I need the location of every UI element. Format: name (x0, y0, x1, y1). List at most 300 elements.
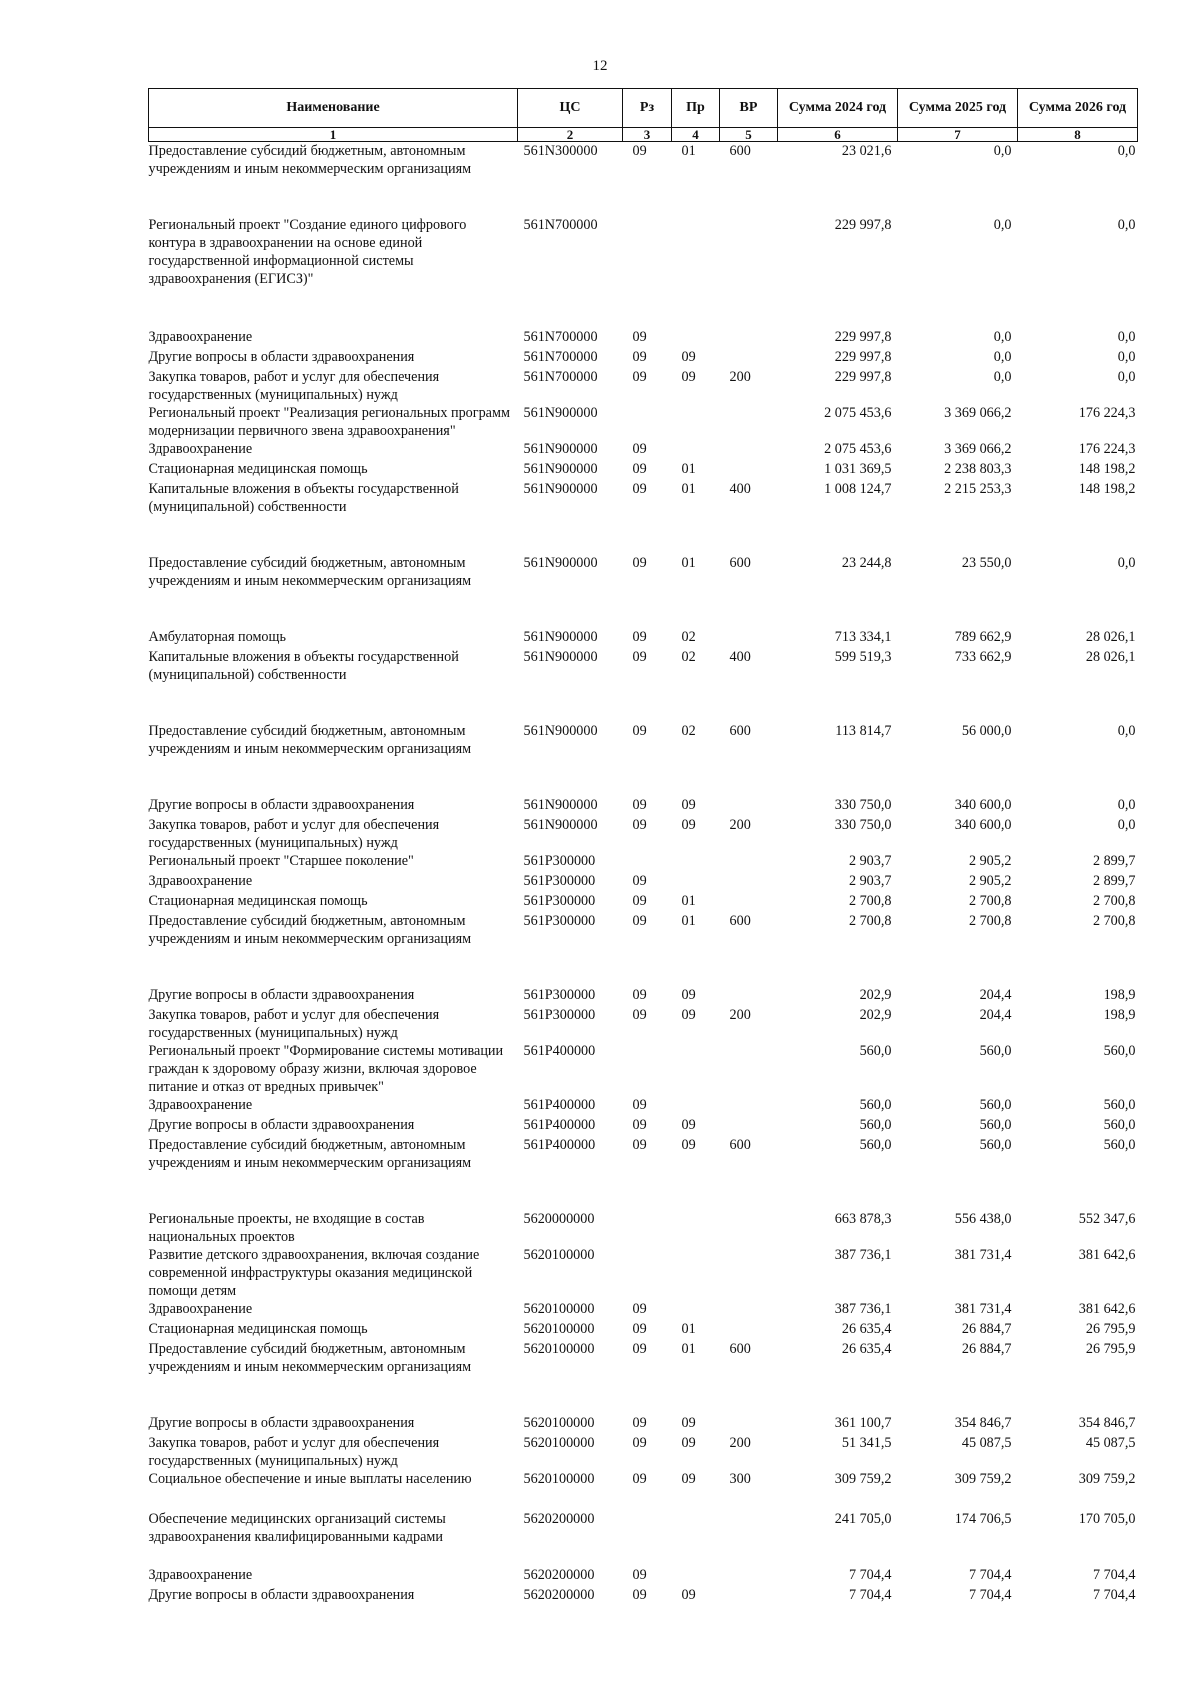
row-cs-code: 5620100000 (523, 1247, 595, 1263)
row-rz-code: 09 (632, 817, 647, 833)
row-sum-2024: 26 635,4 (841, 1321, 892, 1337)
row-cs-code: 561N900000 (523, 817, 598, 833)
row-sum-2026: 0,0 (1117, 349, 1136, 365)
row-pr-code: 09 (681, 1117, 696, 1133)
table-row (149, 216, 1138, 328)
row-rz-code: 09 (632, 893, 647, 909)
table-row (149, 872, 1138, 892)
row-sum-2024: 229 997,8 (834, 217, 892, 233)
row-rz-code: 09 (632, 1301, 647, 1317)
row-rz-code: 09 (632, 461, 647, 477)
row-pr-code (672, 440, 720, 460)
header-number: 2 (518, 128, 623, 142)
row-sum-2025: 560,0 (979, 1137, 1012, 1153)
row-pr-code: 01 (681, 555, 696, 571)
row-rz-code: 09 (632, 723, 647, 739)
row-sum-2024: 229 997,8 (834, 349, 892, 365)
row-sum-2026: 28 026,1 (1085, 649, 1136, 665)
row-sum-2025: 381 731,4 (954, 1247, 1012, 1263)
row-cs-code: 5620100000 (523, 1301, 595, 1317)
row-sum-2025: 204,4 (979, 1007, 1012, 1023)
row-vr-code (720, 1042, 778, 1096)
row-pr-code: 09 (681, 1435, 696, 1451)
header-number: 6 (778, 128, 898, 142)
row-cs-code: 561P300000 (523, 893, 596, 909)
row-cs-code: 561N700000 (523, 369, 598, 385)
row-sum-2026: 0,0 (1117, 555, 1136, 571)
row-name: Капитальные вложения в объекты государственной (муниципальной) собственности (148, 481, 459, 515)
row-sum-2024: 330 750,0 (834, 797, 892, 813)
row-name: Социальное обеспечение и иные выплаты населению (148, 1471, 472, 1487)
row-sum-2026: 381 642,6 (1078, 1247, 1136, 1263)
table-row (149, 796, 1138, 816)
row-cs-code: 5620200000 (523, 1587, 595, 1603)
row-pr-code: 01 (681, 481, 696, 497)
row-sum-2024: 560,0 (859, 1043, 892, 1059)
row-sum-2024: 560,0 (859, 1117, 892, 1133)
row-cs-code: 561P300000 (523, 1007, 596, 1023)
row-cs-code: 561P400000 (523, 1137, 596, 1153)
row-cs-code: 5620100000 (523, 1471, 595, 1487)
row-rz-code: 09 (632, 1471, 647, 1487)
row-cs-code: 561N900000 (523, 555, 598, 571)
row-sum-2026: 45 087,5 (1085, 1435, 1136, 1451)
row-sum-2024: 7 704,4 (848, 1587, 892, 1603)
table-row (149, 1136, 1138, 1210)
row-cs-code: 561N700000 (523, 349, 598, 365)
row-name: Региональный проект "Реализация региональных программ модернизации первичного звена здравоохранения" (148, 405, 510, 439)
row-sum-2026: 2 700,8 (1092, 913, 1136, 929)
row-rz-code: 09 (632, 143, 647, 159)
row-sum-2025: 340 600,0 (954, 817, 1012, 833)
row-sum-2024: 1 008 124,7 (824, 481, 892, 497)
row-rz-code: 09 (632, 481, 647, 497)
row-cs-code: 5620100000 (523, 1341, 595, 1357)
row-sum-2024: 361 100,7 (834, 1415, 892, 1431)
row-rz-code: 09 (632, 369, 647, 385)
row-sum-2026: 2 899,7 (1092, 873, 1136, 889)
header-name: Наименование (149, 89, 518, 128)
row-sum-2024: 23 244,8 (841, 555, 892, 571)
row-sum-2025: 354 846,7 (954, 1415, 1012, 1431)
row-rz-code: 09 (632, 1567, 647, 1583)
row-rz-code: 09 (632, 1117, 647, 1133)
table-row (149, 1042, 1138, 1096)
table-row (149, 628, 1138, 648)
row-vr-code (720, 348, 778, 368)
row-sum-2025: 7 704,4 (968, 1567, 1012, 1583)
row-vr-code (720, 216, 778, 328)
row-rz-code: 09 (632, 1415, 647, 1431)
row-rz-code: 09 (632, 1587, 647, 1603)
table-row (149, 1414, 1138, 1434)
row-pr-code: 09 (681, 797, 696, 813)
row-name: Здравоохранение (148, 1301, 253, 1317)
row-rz-code: 09 (632, 349, 647, 365)
row-sum-2025: 309 759,2 (954, 1471, 1012, 1487)
row-name: Другие вопросы в области здравоохранения (148, 349, 415, 365)
row-vr-code: 200 (729, 1435, 751, 1451)
header-cs: ЦС (518, 89, 623, 128)
row-name: Амбулаторная помощь (148, 629, 286, 645)
row-rz-code: 09 (632, 1007, 647, 1023)
row-vr-code (720, 404, 778, 440)
row-rz-code (623, 1246, 672, 1300)
table-row (149, 1096, 1138, 1116)
row-sum-2024: 599 519,3 (834, 649, 892, 665)
row-pr-code: 01 (681, 461, 696, 477)
row-vr-code (720, 628, 778, 648)
row-vr-code: 600 (729, 913, 751, 929)
table-row (149, 440, 1138, 460)
row-sum-2025: 7 704,4 (968, 1587, 1012, 1603)
row-sum-2025: 0,0 (993, 217, 1012, 233)
row-sum-2025: 2 905,2 (968, 853, 1012, 869)
row-sum-2025: 2 215 253,3 (944, 481, 1012, 497)
table-row (149, 648, 1138, 722)
row-pr-code: 09 (681, 349, 696, 365)
row-cs-code: 561P400000 (523, 1117, 596, 1133)
row-rz-code: 09 (632, 873, 647, 889)
header-sum-2026: Сумма 2026 год (1018, 89, 1138, 128)
row-name: Закупка товаров, работ и услуг для обеспечения государственных (муниципальных) нужд (148, 369, 440, 403)
row-cs-code: 561N900000 (523, 481, 598, 497)
table-row (149, 348, 1138, 368)
row-pr-code: 01 (681, 893, 696, 909)
row-sum-2026: 7 704,4 (1092, 1587, 1136, 1603)
row-pr-code (672, 404, 720, 440)
row-sum-2024: 113 814,7 (835, 723, 892, 739)
row-sum-2026: 2 899,7 (1092, 853, 1136, 869)
row-vr-code (720, 1116, 778, 1136)
header-number-row (149, 128, 1138, 142)
row-sum-2026: 309 759,2 (1078, 1471, 1136, 1487)
row-name: Предоставление субсидий бюджетным, автономным учреждениям и иным некоммерческим организациям (148, 1341, 472, 1375)
row-pr-code (672, 1042, 720, 1096)
row-cs-code: 5620200000 (523, 1567, 595, 1583)
table-row (149, 1246, 1138, 1300)
row-pr-code: 02 (681, 649, 696, 665)
header-sum-2024: Сумма 2024 год (778, 89, 898, 128)
table-row (149, 1320, 1138, 1340)
header-vr: ВР (720, 89, 778, 128)
row-name: Региональный проект "Формирование системы мотивации граждан к здоровому образу жизни, включая здоровое питание и отказ от вредных привычек" (148, 1043, 504, 1095)
row-pr-code: 01 (681, 913, 696, 929)
row-sum-2025: 340 600,0 (954, 797, 1012, 813)
header-number: 5 (720, 128, 778, 142)
table-row (149, 404, 1138, 440)
row-vr-code (720, 1586, 778, 1606)
table-row (149, 1510, 1138, 1566)
row-vr-code: 600 (729, 1341, 751, 1357)
row-sum-2025: 556 438,0 (954, 1211, 1012, 1227)
row-sum-2024: 229 997,8 (834, 369, 892, 385)
table-row (149, 1566, 1138, 1586)
row-rz-code: 09 (632, 649, 647, 665)
table-row (149, 1586, 1138, 1606)
table-row (149, 1434, 1138, 1470)
row-cs-code: 561N700000 (523, 329, 598, 345)
row-rz-code: 09 (632, 629, 647, 645)
row-pr-code: 02 (681, 629, 696, 645)
row-cs-code: 561P300000 (523, 853, 596, 869)
row-pr-code (672, 1096, 720, 1116)
row-vr-code (720, 328, 778, 348)
row-name: Закупка товаров, работ и услуг для обеспечения государственных (муниципальных) нужд (148, 1007, 440, 1041)
row-sum-2025: 2 700,8 (968, 913, 1012, 929)
row-sum-2024: 2 903,7 (848, 853, 892, 869)
row-vr-code: 600 (729, 723, 751, 739)
row-sum-2026: 0,0 (1117, 723, 1136, 739)
row-sum-2025: 0,0 (993, 329, 1012, 345)
row-sum-2026: 28 026,1 (1085, 629, 1136, 645)
row-sum-2025: 560,0 (979, 1043, 1012, 1059)
row-name: Здравоохранение (148, 329, 253, 345)
row-pr-code (672, 216, 720, 328)
row-name: Стационарная медицинская помощь (148, 893, 368, 909)
row-cs-code: 561N900000 (523, 461, 598, 477)
page-number: 12 (592, 58, 608, 74)
row-sum-2025: 0,0 (993, 349, 1012, 365)
row-sum-2026: 26 795,9 (1085, 1321, 1136, 1337)
row-pr-code: 01 (681, 143, 696, 159)
row-name: Региональный проект "Старшее поколение" (148, 853, 414, 869)
row-rz-code: 09 (632, 1137, 647, 1153)
row-pr-code: 09 (681, 1137, 696, 1153)
row-sum-2024: 2 903,7 (848, 873, 892, 889)
row-sum-2025: 381 731,4 (954, 1301, 1012, 1317)
row-vr-code (720, 1246, 778, 1300)
row-pr-code: 09 (681, 1007, 696, 1023)
header-sum-2025: Сумма 2025 год (898, 89, 1018, 128)
row-name: Другие вопросы в области здравоохранения (148, 797, 415, 813)
table-row (149, 142, 1138, 217)
row-sum-2025: 26 884,7 (961, 1341, 1012, 1357)
header-number: 8 (1018, 128, 1138, 142)
row-vr-code (720, 440, 778, 460)
row-rz-code: 09 (632, 797, 647, 813)
row-rz-code: 09 (632, 1435, 647, 1451)
row-sum-2025: 2 238 803,3 (944, 461, 1012, 477)
row-cs-code: 561P400000 (523, 1043, 596, 1059)
row-sum-2024: 713 334,1 (834, 629, 892, 645)
row-cs-code: 5620100000 (523, 1321, 595, 1337)
row-pr-code: 09 (681, 1587, 696, 1603)
row-name: Предоставление субсидий бюджетным, автономным учреждениям и иным некоммерческим организациям (148, 143, 472, 177)
row-vr-code (720, 872, 778, 892)
row-sum-2026: 0,0 (1117, 369, 1136, 385)
row-vr-code (720, 1300, 778, 1320)
row-sum-2025: 23 550,0 (961, 555, 1012, 571)
row-pr-code: 09 (681, 1415, 696, 1431)
row-pr-code: 01 (681, 1341, 696, 1357)
row-pr-code (672, 852, 720, 872)
row-sum-2024: 560,0 (859, 1137, 892, 1153)
row-sum-2025: 2 700,8 (968, 893, 1012, 909)
row-name: Здравоохранение (148, 441, 253, 457)
row-vr-code: 600 (729, 143, 751, 159)
row-name: Капитальные вложения в объекты государственной (муниципальной) собственности (148, 649, 459, 683)
row-rz-code (623, 852, 672, 872)
row-vr-code (720, 1210, 778, 1246)
table-row (149, 554, 1138, 628)
row-sum-2026: 0,0 (1117, 143, 1136, 159)
table-row (149, 460, 1138, 480)
row-pr-code: 09 (681, 369, 696, 385)
row-sum-2024: 387 736,1 (834, 1301, 892, 1317)
row-cs-code: 561P300000 (523, 987, 596, 1003)
row-pr-code: 01 (681, 1321, 696, 1337)
row-cs-code: 561N900000 (523, 441, 598, 457)
row-vr-code: 200 (729, 1007, 751, 1023)
row-sum-2024: 2 700,8 (848, 893, 892, 909)
row-name: Региональные проекты, не входящие в состав национальных проектов (148, 1211, 425, 1245)
row-name: Другие вопросы в области здравоохранения (148, 987, 415, 1003)
row-pr-code (672, 1246, 720, 1300)
row-vr-code: 200 (729, 817, 751, 833)
header-row (149, 89, 1138, 128)
row-sum-2025: 560,0 (979, 1117, 1012, 1133)
row-name: Здравоохранение (148, 1567, 253, 1583)
row-pr-code (672, 872, 720, 892)
row-sum-2026: 560,0 (1103, 1117, 1136, 1133)
row-sum-2026: 0,0 (1117, 817, 1136, 833)
row-sum-2025: 45 087,5 (961, 1435, 1012, 1451)
table-row (149, 328, 1138, 348)
row-name: Другие вопросы в области здравоохранения (148, 1117, 415, 1133)
row-sum-2026: 560,0 (1103, 1097, 1136, 1113)
header-number: 3 (623, 128, 672, 142)
row-sum-2024: 23 021,6 (841, 143, 892, 159)
row-cs-code: 561N300000 (523, 143, 598, 159)
row-name: Закупка товаров, работ и услуг для обеспечения государственных (муниципальных) нужд (148, 817, 440, 851)
row-sum-2025: 789 662,9 (954, 629, 1012, 645)
header-number: 7 (898, 128, 1018, 142)
row-sum-2024: 330 750,0 (834, 817, 892, 833)
row-cs-code: 561N900000 (523, 723, 598, 739)
row-pr-code (672, 328, 720, 348)
row-name: Предоставление субсидий бюджетным, автономным учреждениям и иным некоммерческим организациям (148, 555, 472, 589)
row-sum-2026: 560,0 (1103, 1137, 1136, 1153)
row-cs-code: 561P400000 (523, 1097, 596, 1113)
row-pr-code (672, 1510, 720, 1566)
row-rz-code: 09 (632, 1097, 647, 1113)
row-name: Предоставление субсидий бюджетным, автономным учреждениям и иным некоммерческим организациям (148, 723, 472, 757)
row-rz-code: 09 (632, 555, 647, 571)
table-row (149, 1470, 1138, 1510)
row-name: Предоставление субсидий бюджетным, автономным учреждениям и иным некоммерческим организациям (148, 913, 472, 947)
table-row (149, 986, 1138, 1006)
row-vr-code: 600 (729, 555, 751, 571)
row-sum-2026: 560,0 (1103, 1043, 1136, 1059)
row-sum-2024: 1 031 369,5 (824, 461, 892, 477)
row-vr-code: 600 (729, 1137, 751, 1153)
row-sum-2024: 663 878,3 (834, 1211, 892, 1227)
row-vr-code: 300 (729, 1471, 751, 1487)
row-name: Закупка товаров, работ и услуг для обеспечения государственных (муниципальных) нужд (148, 1435, 440, 1469)
row-vr-code (720, 796, 778, 816)
row-name: Стационарная медицинская помощь (148, 1321, 368, 1337)
row-sum-2026: 26 795,9 (1085, 1341, 1136, 1357)
row-vr-code (720, 1510, 778, 1566)
row-name: Развитие детского здравоохранения, включая создание современной инфраструктуры оказания медицинской помощи детям (148, 1247, 480, 1299)
table-row (149, 1210, 1138, 1246)
row-sum-2025: 56 000,0 (961, 723, 1012, 739)
row-rz-code: 09 (632, 1321, 647, 1337)
row-sum-2026: 198,9 (1103, 1007, 1136, 1023)
row-rz-code: 09 (632, 913, 647, 929)
table-row (149, 480, 1138, 554)
row-sum-2025: 560,0 (979, 1097, 1012, 1113)
row-sum-2026: 0,0 (1117, 217, 1136, 233)
row-name: Здравоохранение (148, 1097, 253, 1113)
row-rz-code (623, 1210, 672, 1246)
row-vr-code: 400 (729, 649, 751, 665)
row-cs-code: 561N900000 (523, 649, 598, 665)
row-vr-code: 200 (729, 369, 751, 385)
row-pr-code (672, 1300, 720, 1320)
row-vr-code (720, 460, 778, 480)
row-cs-code: 5620200000 (523, 1511, 595, 1527)
row-vr-code (720, 892, 778, 912)
row-sum-2026: 148 198,2 (1078, 461, 1136, 477)
row-sum-2025: 3 369 066,2 (944, 405, 1012, 421)
row-name: Другие вопросы в области здравоохранения (148, 1587, 415, 1603)
row-pr-code: 02 (681, 723, 696, 739)
row-sum-2026: 176 224,3 (1078, 405, 1136, 421)
row-sum-2025: 0,0 (993, 143, 1012, 159)
row-sum-2025: 0,0 (993, 369, 1012, 385)
table-row (149, 892, 1138, 912)
row-sum-2024: 202,9 (859, 987, 892, 1003)
row-rz-code: 09 (632, 987, 647, 1003)
table-row (149, 1116, 1138, 1136)
table-row (149, 1300, 1138, 1320)
budget-table (148, 88, 1138, 1606)
row-sum-2024: 387 736,1 (834, 1247, 892, 1263)
table-row (149, 722, 1138, 796)
row-sum-2025: 204,4 (979, 987, 1012, 1003)
row-sum-2026: 0,0 (1117, 797, 1136, 813)
row-vr-code (720, 1566, 778, 1586)
row-vr-code (720, 1414, 778, 1434)
row-sum-2024: 2 075 453,6 (824, 405, 892, 421)
row-cs-code: 561N900000 (523, 629, 598, 645)
table-row (149, 368, 1138, 404)
row-sum-2024: 560,0 (859, 1097, 892, 1113)
row-rz-code: 09 (632, 441, 647, 457)
row-rz-code (623, 216, 672, 328)
row-name: Стационарная медицинская помощь (148, 461, 368, 477)
row-cs-code: 561P300000 (523, 913, 596, 929)
budget-sheet (148, 88, 1137, 1606)
row-cs-code: 561P300000 (523, 873, 596, 889)
row-sum-2025: 2 905,2 (968, 873, 1012, 889)
row-sum-2024: 2 700,8 (848, 913, 892, 929)
table-row (149, 852, 1138, 872)
row-name: Обеспечение медицинских организаций системы здравоохранения квалифицированными кадрами (148, 1511, 446, 1545)
row-sum-2024: 309 759,2 (834, 1471, 892, 1487)
row-sum-2026: 354 846,7 (1078, 1415, 1136, 1431)
row-sum-2026: 198,9 (1103, 987, 1136, 1003)
row-sum-2026: 7 704,4 (1092, 1567, 1136, 1583)
row-sum-2024: 2 075 453,6 (824, 441, 892, 457)
header-rz: Рз (623, 89, 672, 128)
header-number: 1 (149, 128, 518, 142)
row-sum-2026: 2 700,8 (1092, 893, 1136, 909)
row-cs-code: 561N700000 (523, 217, 598, 233)
row-vr-code (720, 1320, 778, 1340)
